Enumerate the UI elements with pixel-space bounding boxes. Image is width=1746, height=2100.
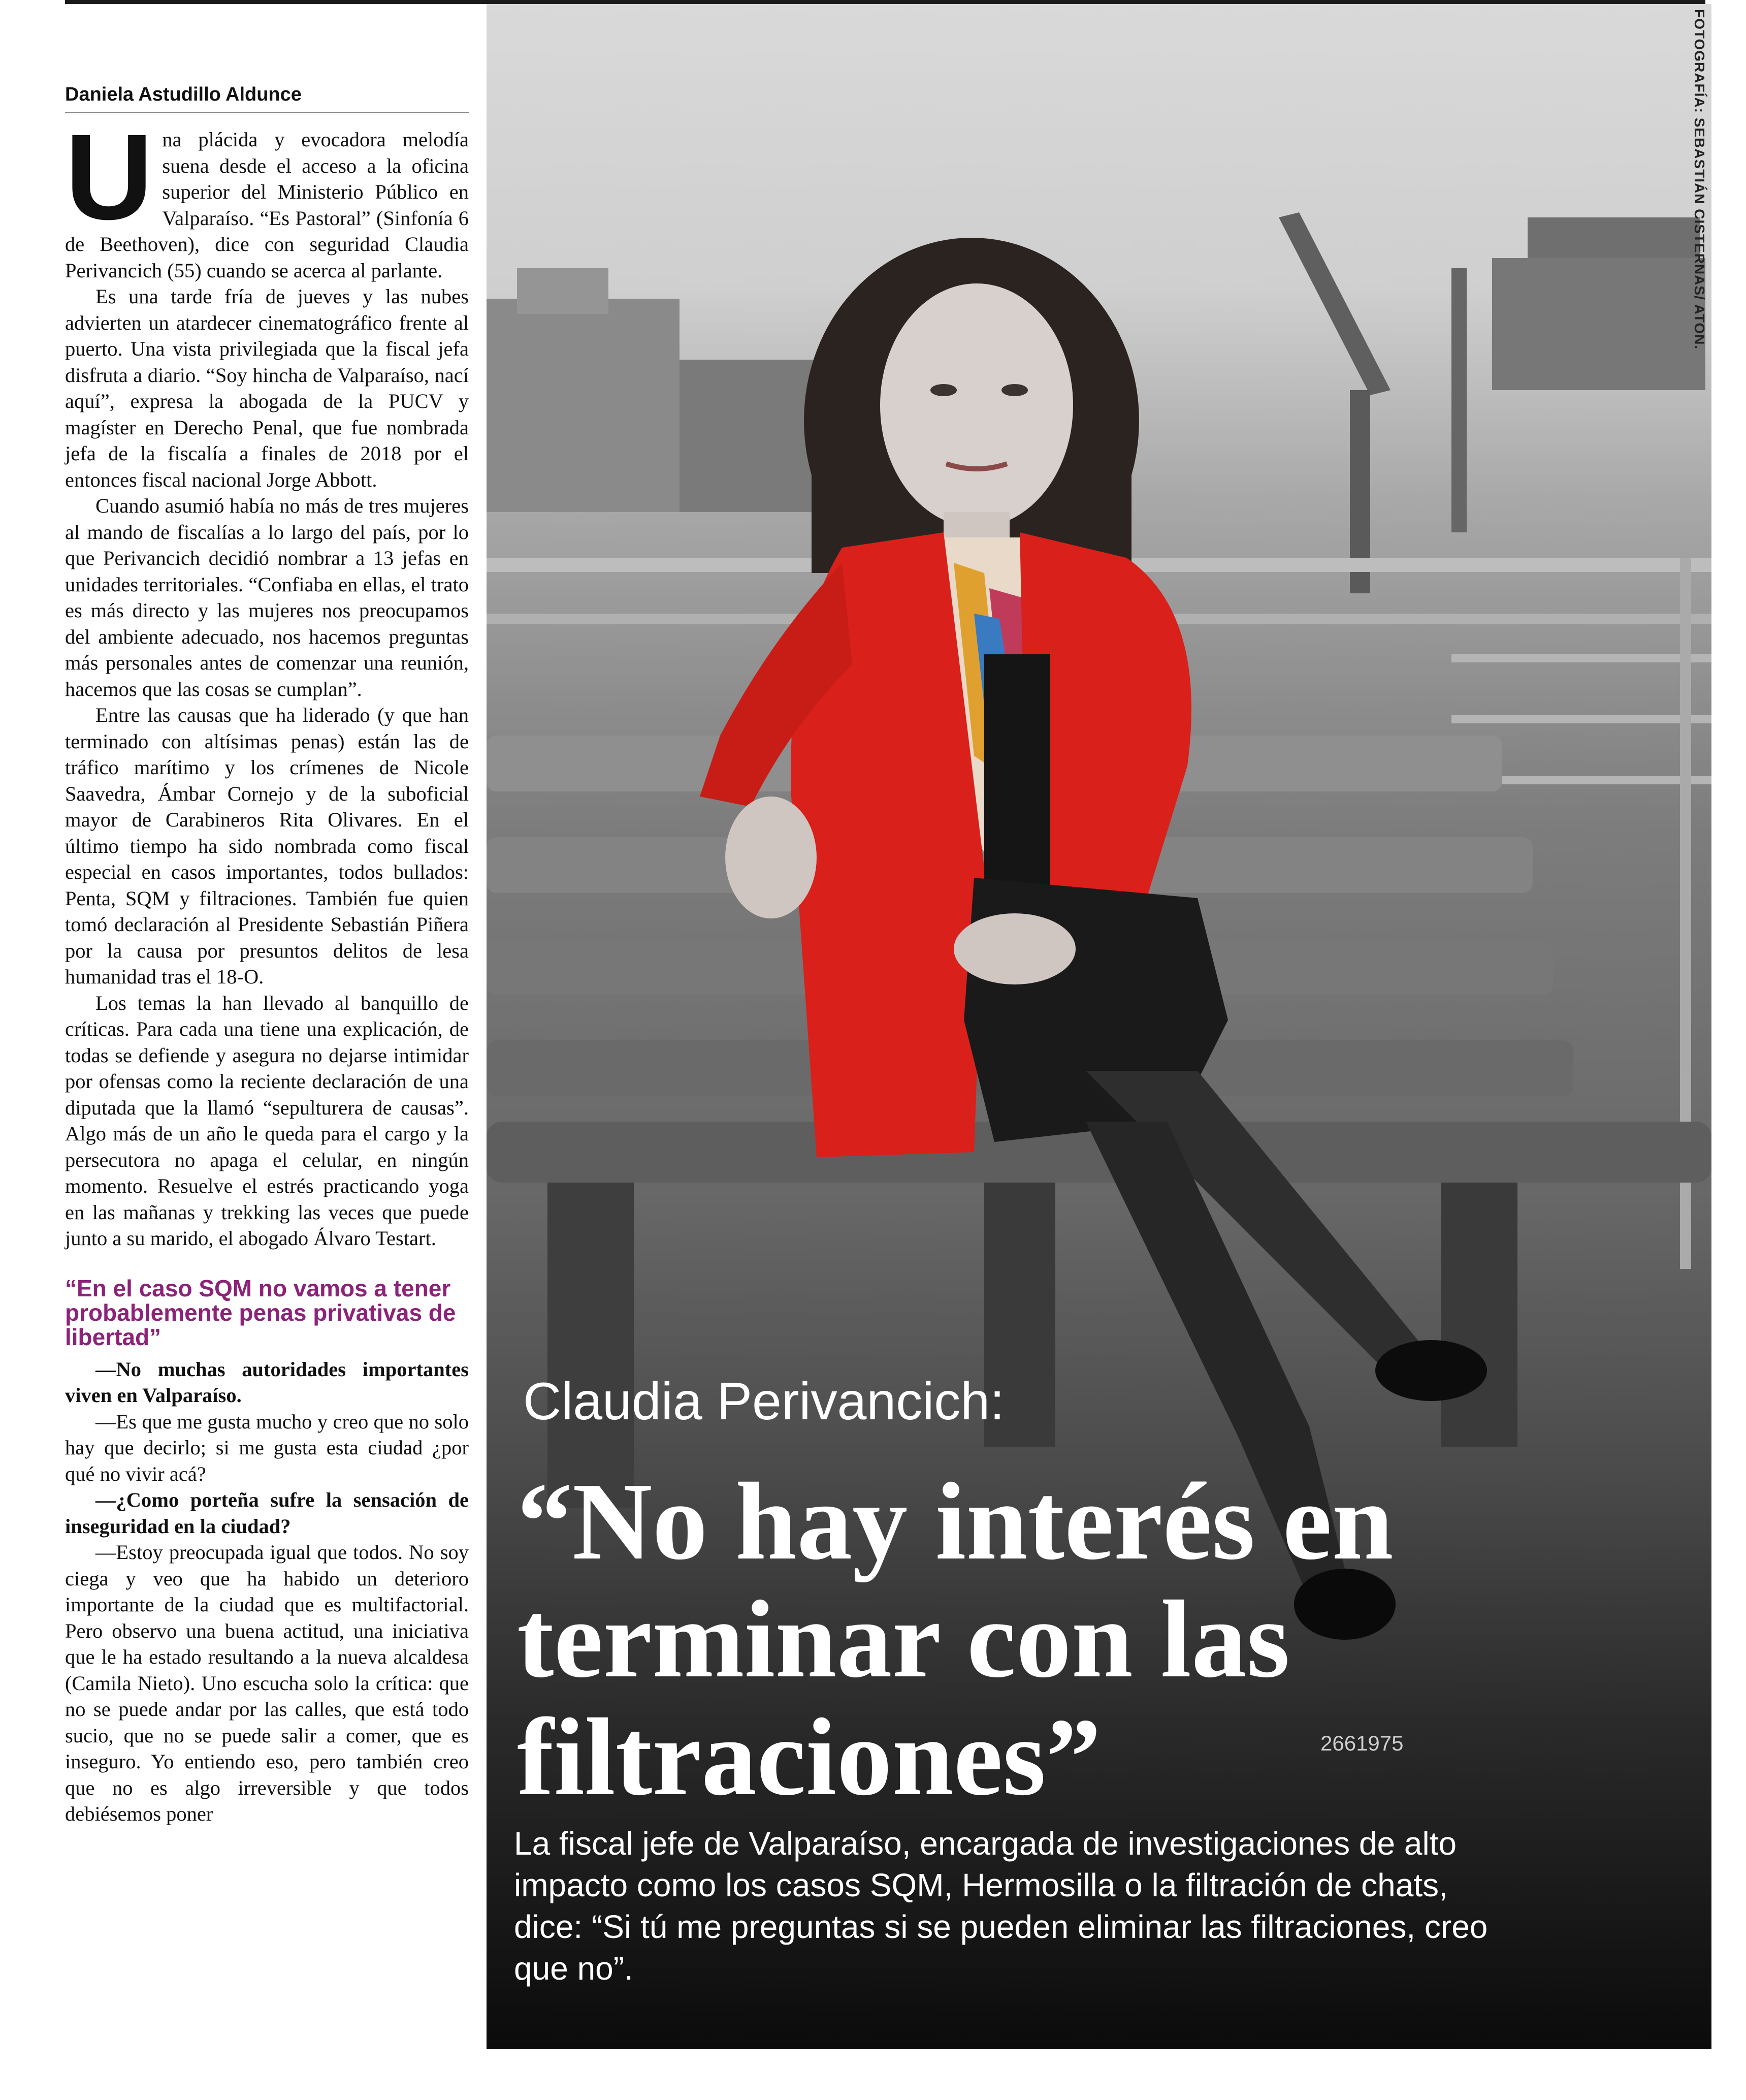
article-body	[65, 109, 469, 1252]
headline-overline: Claudia Perivancich:	[523, 1372, 1005, 1431]
paragraph: Cuando asumió había no más de tres mujeres al mando de fiscalías a lo largo del país, por lo que Perivancich decidió nombrar a 13 jefas en unidades territoriales. “Confiaba en ellas, el trato es más directo y las mujeres nos preocupamos del ambiente adecuado, nos hacemos preguntas más personales antes de comenzar una reunión, hacemos que las cosas se cumplan”.	[65, 494, 469, 701]
paragraph: Una plácida y evocadora melodía suena desde el acceso a la oficina superior del Ministerio Público en Valparaíso. “Es Pastoral” (Sinfonía 6 de Beethoven), dice con seguridad Claudia Perivancich (55) cuando se acerca al parlante.	[65, 109, 469, 282]
paragraph: Es una tarde fría de jueves y las nubes advierten un atardecer cinematográfico frente al puerto. Una vista privilegiada que la fiscal jefa disfruta a diario. “Soy hincha de Valparaíso, nací aquí”, expresa la abogada de la PUCV y magíster en Derecho Penal, que fue nombrada jefa de la fiscalía a finales de 2018 por el entonces fiscal nacional Jorge Abbott.	[65, 285, 469, 491]
section-subhead: “En el caso SQM no vamos a tener probablemente penas privativas de libertad”	[65, 1275, 456, 1350]
top-rule	[65, 0, 1705, 4]
answer: —Estoy preocupada igual que todos. No soy ciega y veo que ha habido un deterioro importante de la ciudad que es multifactorial. Pero observo una buena actitud, una iniciativa que le ha estado resultando a la nueva alcaldesa (Camila Nieto). Uno escucha solo la crítica: que no se puede andar por las calles, que está todo sucio, que no se puede salir a comer, que es inseguro. Yo entiendo eso, pero también creo que no es algo irreversible y que todos debiésemos poner	[65, 1541, 469, 1825]
answer: —Es que me gusta mucho y creo que no solo hay que decirlo; si me gusta esta ciudad ¿por qué no vivir acá?	[65, 1410, 469, 1485]
paragraph: Entre las causas que ha liderado (y que han terminado con altísimas penas) están las de tráfico marítimo y los crímenes de Nicole Saavedra, Ámbar Cornejo y de la suboficial mayor de Carabineros Rita Olivares. En el último tiempo ha sido nombrada como fiscal especial en casos importantes, todos bullados: Penta, SQM y filtraciones. También fue quien tomó declaración al Presidente Sebastián Piñera por la causa por presuntos delitos de lesa humanidad tras el 18-O.	[65, 704, 469, 988]
lede: La fiscal jefe de Valparaíso, encargada de investigaciones de alto impacto como los casos SQM, Hermosilla o la filtración de chats, dice: “Si tú me preguntas si se pueden eliminar las filtraciones, creo que no”.	[514, 1825, 1488, 1987]
photo-credit: FOTOGRAFÍA: SEBASTIÁN CISTERNAS/ ATON.	[1692, 9, 1707, 350]
question: —No muchas autoridades importantes viven en Valparaíso.	[65, 1357, 469, 1407]
drop-cap: U	[65, 109, 153, 245]
article-column	[65, 84, 469, 1827]
article-code: 2661975	[1320, 1731, 1404, 1755]
question: —¿Como porteña sufre la sensación de inseguridad en la ciudad?	[65, 1488, 469, 1538]
headline: “No hay interés en terminar con las filtraciones”	[517, 1460, 1394, 1819]
byline: Daniela Astudillo Aldunce	[65, 84, 469, 113]
interview-qa	[65, 1356, 469, 1827]
paragraph: Los temas la han llevado al banquillo de críticas. Para cada una tiene una explicación, de todas se defiende y asegura no dejarse intimidar por ofensas como la reciente declaración de una diputada que la llamó “sepulturera de causas”. Algo más de un año le queda para el cargo y la persecutora no apaga el celular, en ningún momento. Resuelve el estrés practicando yoga en las mañanas y trekking las veces que puede junto a su marido, el abogado Álvaro Testart.	[65, 991, 469, 1250]
